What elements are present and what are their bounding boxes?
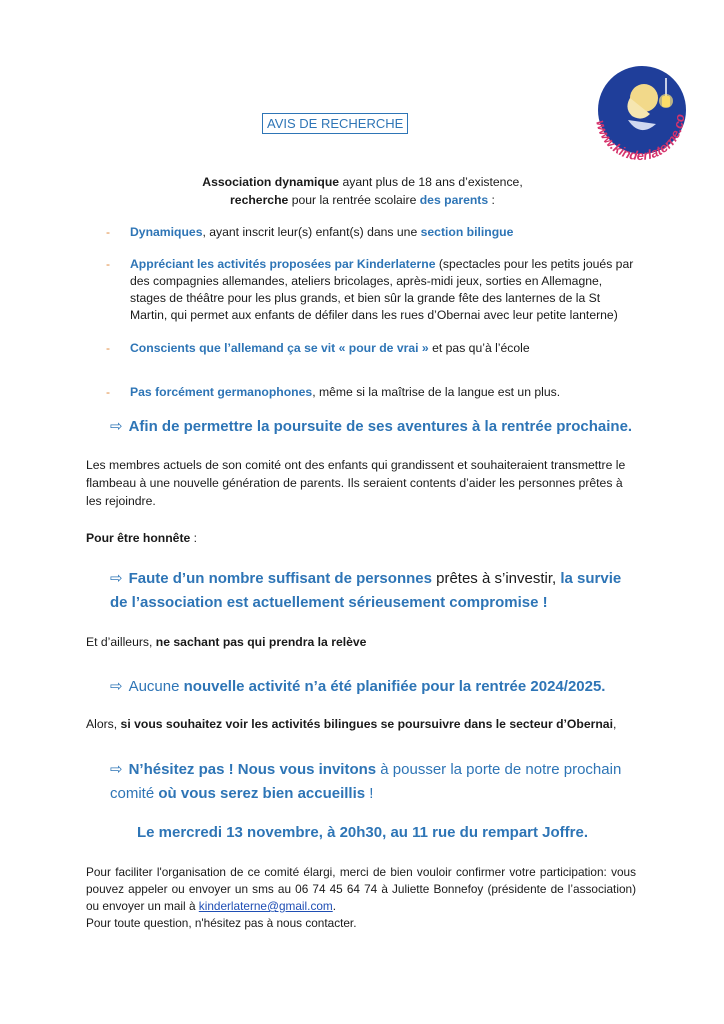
arrow-right-icon: ⇨ bbox=[110, 570, 123, 587]
bullet-dash: - bbox=[106, 225, 111, 239]
intro-line-1 bbox=[90, 174, 635, 191]
arrow-1-text: Afin de permettre la poursuite de ses aventures à la rentrée prochaine. bbox=[128, 418, 633, 435]
bullet-highlight: Dynamiques bbox=[130, 225, 203, 239]
footer-text: Pour faciliter l'organisation de ce comité élargi, merci de bien vouloir confirmer votre participation: vous pouvez appeler ou envoyer un sms au 06 74 45 64 74 à Juliette Bonnefoy (présidente de l’association) ou envoyer un mail à bbox=[86, 865, 636, 913]
bullet-dash: - bbox=[106, 385, 111, 399]
arrow-2-part-1: Faute d’un nombre suffisant de personnes bbox=[128, 570, 432, 587]
arrow-4-part-1: N’hésitez pas ! Nous vous invitons bbox=[128, 761, 377, 778]
intro-end: : bbox=[488, 193, 495, 207]
alors-bold: si vous souhaitez voir les activités bilingues se poursuivre dans le secteur d’Obernai bbox=[120, 717, 613, 731]
arrow-statement-4 bbox=[110, 758, 640, 806]
honest-line bbox=[86, 530, 636, 547]
arrow-right-icon: ⇨ bbox=[110, 418, 123, 435]
ailleurs-bold: ne sachant pas qui prendra la relève bbox=[155, 635, 367, 649]
arrow-4-part-4: ! bbox=[365, 785, 374, 802]
bullet-text: , ayant inscrit leur(s) enfant(s) dans une bbox=[202, 225, 421, 239]
intro-bold: Association dynamique bbox=[202, 175, 340, 189]
arrow-statement-1 bbox=[110, 416, 650, 438]
arrow-3-part-2: nouvelle activité n’a été planifiée pour la rentrée 2024/2025. bbox=[183, 678, 606, 695]
bullet-text: (spectacles pour les petits joués par des compagnies allemandes, ateliers bricolages, après-midi jeux, sorties en Allemagne, stages de théâtre pour les plus grands, et bien sûr la grande fête des lanternes de la St Martin, qui permet aux enfants de défiler dans les rues d’Obernai avec leur petite lanterne) bbox=[130, 257, 634, 322]
logo-graphic bbox=[582, 58, 698, 174]
bullet-dash: - bbox=[106, 257, 111, 271]
email-link[interactable]: kinderlaterne@gmail.com bbox=[198, 899, 333, 913]
bullet-text: et pas qu’à l’école bbox=[428, 341, 530, 355]
arrow-statement-2 bbox=[110, 567, 630, 615]
bullet-dash: - bbox=[106, 341, 111, 355]
bullet-highlight: Pas forcément germanophones bbox=[130, 385, 313, 399]
arrow-statement-3 bbox=[110, 676, 650, 698]
arrow-3-part-1: Aucune bbox=[128, 678, 184, 695]
bullet-item bbox=[106, 256, 636, 324]
members-paragraph: Les membres actuels de son comité ont des enfants qui grandissent et souhaiteraient transmettre le flambeau à une nouvelle génération de parents. Ils seraient contents d’aider les personnes prêtes à les rejoindre. bbox=[86, 458, 626, 508]
arrow-4-part-2: à pousser la porte de notre prochain comité bbox=[110, 761, 622, 802]
footer-last-line: Pour toute question, n'hésitez pas à nous contacter. bbox=[86, 916, 357, 930]
bullet-highlight: Conscients que l’allemand ça se vit « pour de vrai » bbox=[130, 341, 429, 355]
arrow-2-part-3: la survie de l’association est actuellement sérieusement compromise ! bbox=[110, 570, 622, 611]
kinderlaterne-logo bbox=[582, 58, 698, 174]
honest-bold: Pour être honnête bbox=[86, 531, 191, 545]
intro-parents: des parents bbox=[419, 193, 489, 207]
footer-paragraph bbox=[86, 864, 636, 915]
bullet-text: , même si la maîtrise de la langue est un plus. bbox=[312, 385, 561, 399]
ailleurs-start: Et d’ailleurs, bbox=[86, 635, 156, 649]
ailleurs-line bbox=[86, 634, 636, 651]
alors-start: Alors, bbox=[86, 717, 121, 731]
arrow-4-part-3: où vous serez bien accueillis bbox=[158, 785, 366, 802]
meeting-date-text: Le mercredi 13 novembre, à 20h30, au 11 rue du rempart Joffre. bbox=[136, 824, 589, 841]
meeting-date-line bbox=[90, 822, 635, 844]
bullet-item bbox=[106, 340, 636, 357]
bullet-highlight: Appréciant les activités proposées par Kinderlaterne bbox=[130, 257, 436, 271]
bullet-item bbox=[106, 384, 636, 401]
intro-recherche: recherche bbox=[230, 193, 289, 207]
arrow-right-icon: ⇨ bbox=[110, 678, 123, 695]
page-title: AVIS DE RECHERCHE bbox=[262, 113, 408, 134]
alors-line bbox=[86, 716, 646, 733]
intro-line-2 bbox=[90, 192, 635, 209]
intro-mid: pour la rentrée scolaire bbox=[288, 193, 420, 207]
alors-end: , bbox=[612, 717, 617, 731]
arrow-right-icon: ⇨ bbox=[110, 761, 123, 778]
arrow-2-part-2: prêtes à s’investir, bbox=[431, 570, 561, 587]
intro-rest: ayant plus de 18 ans d’existence, bbox=[339, 175, 523, 189]
bullet-highlight-2: section bilingue bbox=[420, 225, 514, 239]
bullet-item bbox=[106, 224, 636, 241]
logo-text: www.kinderlaterne.co bbox=[593, 113, 688, 164]
footer-after-email: . bbox=[332, 899, 337, 913]
honest-rest: : bbox=[190, 531, 198, 545]
